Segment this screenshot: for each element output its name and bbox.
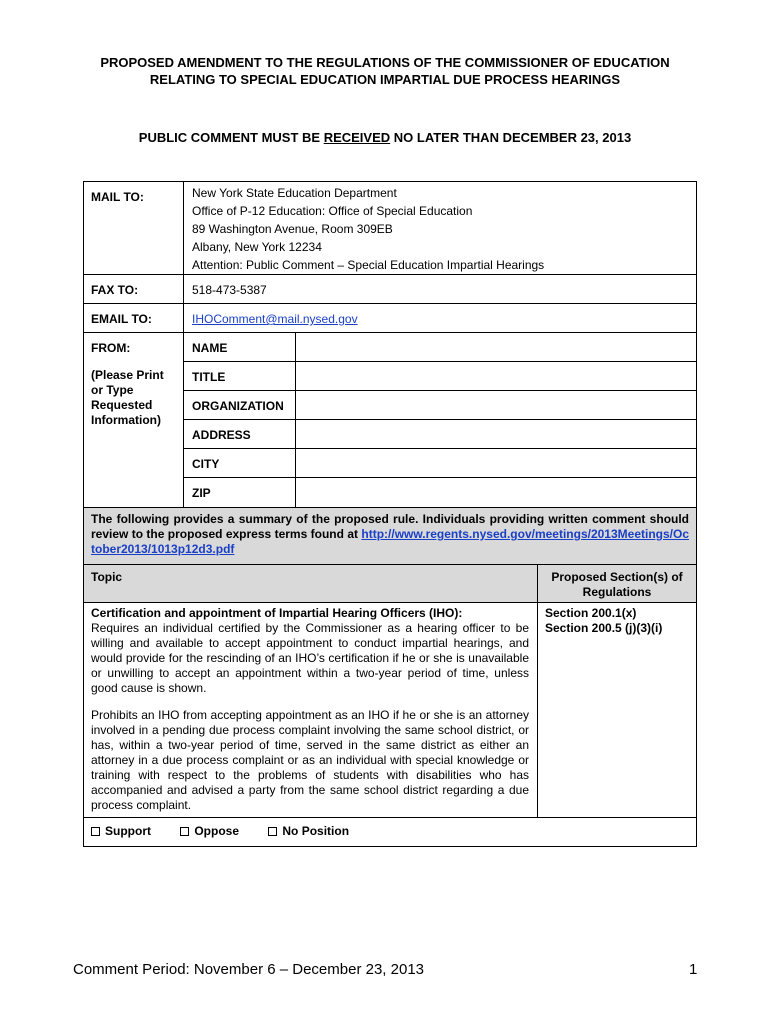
- city-input[interactable]: [296, 449, 697, 478]
- organization-input[interactable]: [296, 391, 697, 420]
- mail-line: 89 Washington Avenue, Room 309EB: [192, 222, 393, 236]
- from-note: [91, 368, 183, 428]
- organization-label: ORGANIZATION: [184, 391, 296, 420]
- mail-line: Office of P-12 Education: Office of Special Education: [192, 204, 473, 218]
- mail-to-label: MAIL TO:: [84, 182, 184, 275]
- section-references: [538, 603, 697, 818]
- sections-header-line: Regulations: [582, 585, 652, 599]
- comment-form: [83, 181, 697, 847]
- zip-input[interactable]: [296, 478, 697, 508]
- fax-number: 518-473-5387: [184, 275, 697, 304]
- fax-label: FAX TO:: [84, 275, 184, 304]
- mail-line: Attention: Public Comment – Special Education Impartial Hearings: [192, 258, 545, 272]
- topic-paragraph: Requires an individual certified by the Commissioner as a hearing officer to be willing and available to accept appointment to conduct impartial hearings, and would provide for the rescinding of an IHO’s certification if he or she is unavailable or unwilling to accept an appointment within a two-year period of time, unless good cause is shown.: [91, 621, 529, 695]
- address-label: ADDRESS: [184, 420, 296, 449]
- email-label: EMAIL TO:: [84, 304, 184, 333]
- email-cell: [184, 304, 697, 333]
- support-label: Support: [105, 824, 151, 838]
- sections-header-line: Proposed Section(s) of: [551, 570, 683, 584]
- section-reference: Section 200.1(x): [545, 606, 637, 620]
- from-note-line: Information): [91, 413, 161, 427]
- from-label-cell: [84, 333, 184, 508]
- summary-text: The following provides a summary of the proposed rule. Individuals providing written comment should review to the proposed express terms found at: [91, 512, 690, 541]
- name-label: NAME: [184, 333, 296, 362]
- deadline-prefix: PUBLIC COMMENT MUST BE: [138, 130, 324, 145]
- zip-label: ZIP: [184, 478, 296, 508]
- topic-description: [84, 603, 538, 818]
- rule-summary: [84, 508, 697, 565]
- email-link[interactable]: IHOComment@mail.nysed.gov: [192, 312, 358, 326]
- from-note-line: or Type: [91, 383, 134, 397]
- oppose-label: Oppose: [194, 824, 240, 838]
- section-reference: Section 200.5 (j)(3)(i): [545, 621, 663, 635]
- topic-heading: Certification and appointment of Impartial Hearing Officers (IHO):: [91, 606, 463, 620]
- page-number: 1: [689, 961, 698, 978]
- title-label: TITLE: [184, 362, 296, 391]
- no-position-label: No Position: [282, 824, 350, 838]
- topic-paragraph: Prohibits an IHO from accepting appointment as an IHO if he or she is an attorney involved in a pending due process complaint involving the same school district, or has, within a two-year period of time, served in the same district as either an attorney in a due process complaint or as an individual with special knowledge or training with respect to the problems of students with disabilities who has accompanied and advised a party from the same school district regarding a due process complaint.: [91, 708, 529, 812]
- no-position-option[interactable]: [268, 824, 349, 838]
- document-title-line1: PROPOSED AMENDMENT TO THE REGULATIONS OF THE COMMISSIONER OF EDUCATION: [100, 55, 670, 70]
- position-options: [84, 818, 697, 847]
- from-note-line: Requested: [91, 398, 153, 412]
- comment-period-footer: Comment Period: November 6 – December 23, 2013: [73, 961, 425, 978]
- topic-header: Topic: [84, 565, 538, 603]
- oppose-checkbox[interactable]: [180, 827, 189, 836]
- deadline-suffix: NO LATER THAN DECEMBER 23, 2013: [390, 130, 632, 145]
- support-option[interactable]: [91, 824, 151, 838]
- mail-line: Albany, New York 12234: [192, 240, 322, 254]
- no-position-checkbox[interactable]: [268, 827, 277, 836]
- comment-deadline: [0, 130, 770, 145]
- express-terms-link[interactable]: http://www.regents.nysed.gov/meetings/2013Meetings/October2013/1013p12d3.pdf: [91, 527, 690, 556]
- name-input[interactable]: [296, 333, 697, 362]
- sections-header: [538, 565, 697, 603]
- oppose-option[interactable]: [180, 824, 239, 838]
- deadline-received: RECEIVED: [323, 130, 391, 145]
- address-input[interactable]: [296, 420, 697, 449]
- mail-address: [184, 182, 697, 275]
- city-label: CITY: [184, 449, 296, 478]
- document-title-line2: RELATING TO SPECIAL EDUCATION IMPARTIAL DUE PROCESS HEARINGS: [149, 72, 621, 87]
- support-checkbox[interactable]: [91, 827, 100, 836]
- from-note-line: (Please Print: [91, 368, 164, 382]
- from-label: FROM:: [91, 341, 131, 355]
- mail-line: New York State Education Department: [192, 186, 397, 200]
- title-input[interactable]: [296, 362, 697, 391]
